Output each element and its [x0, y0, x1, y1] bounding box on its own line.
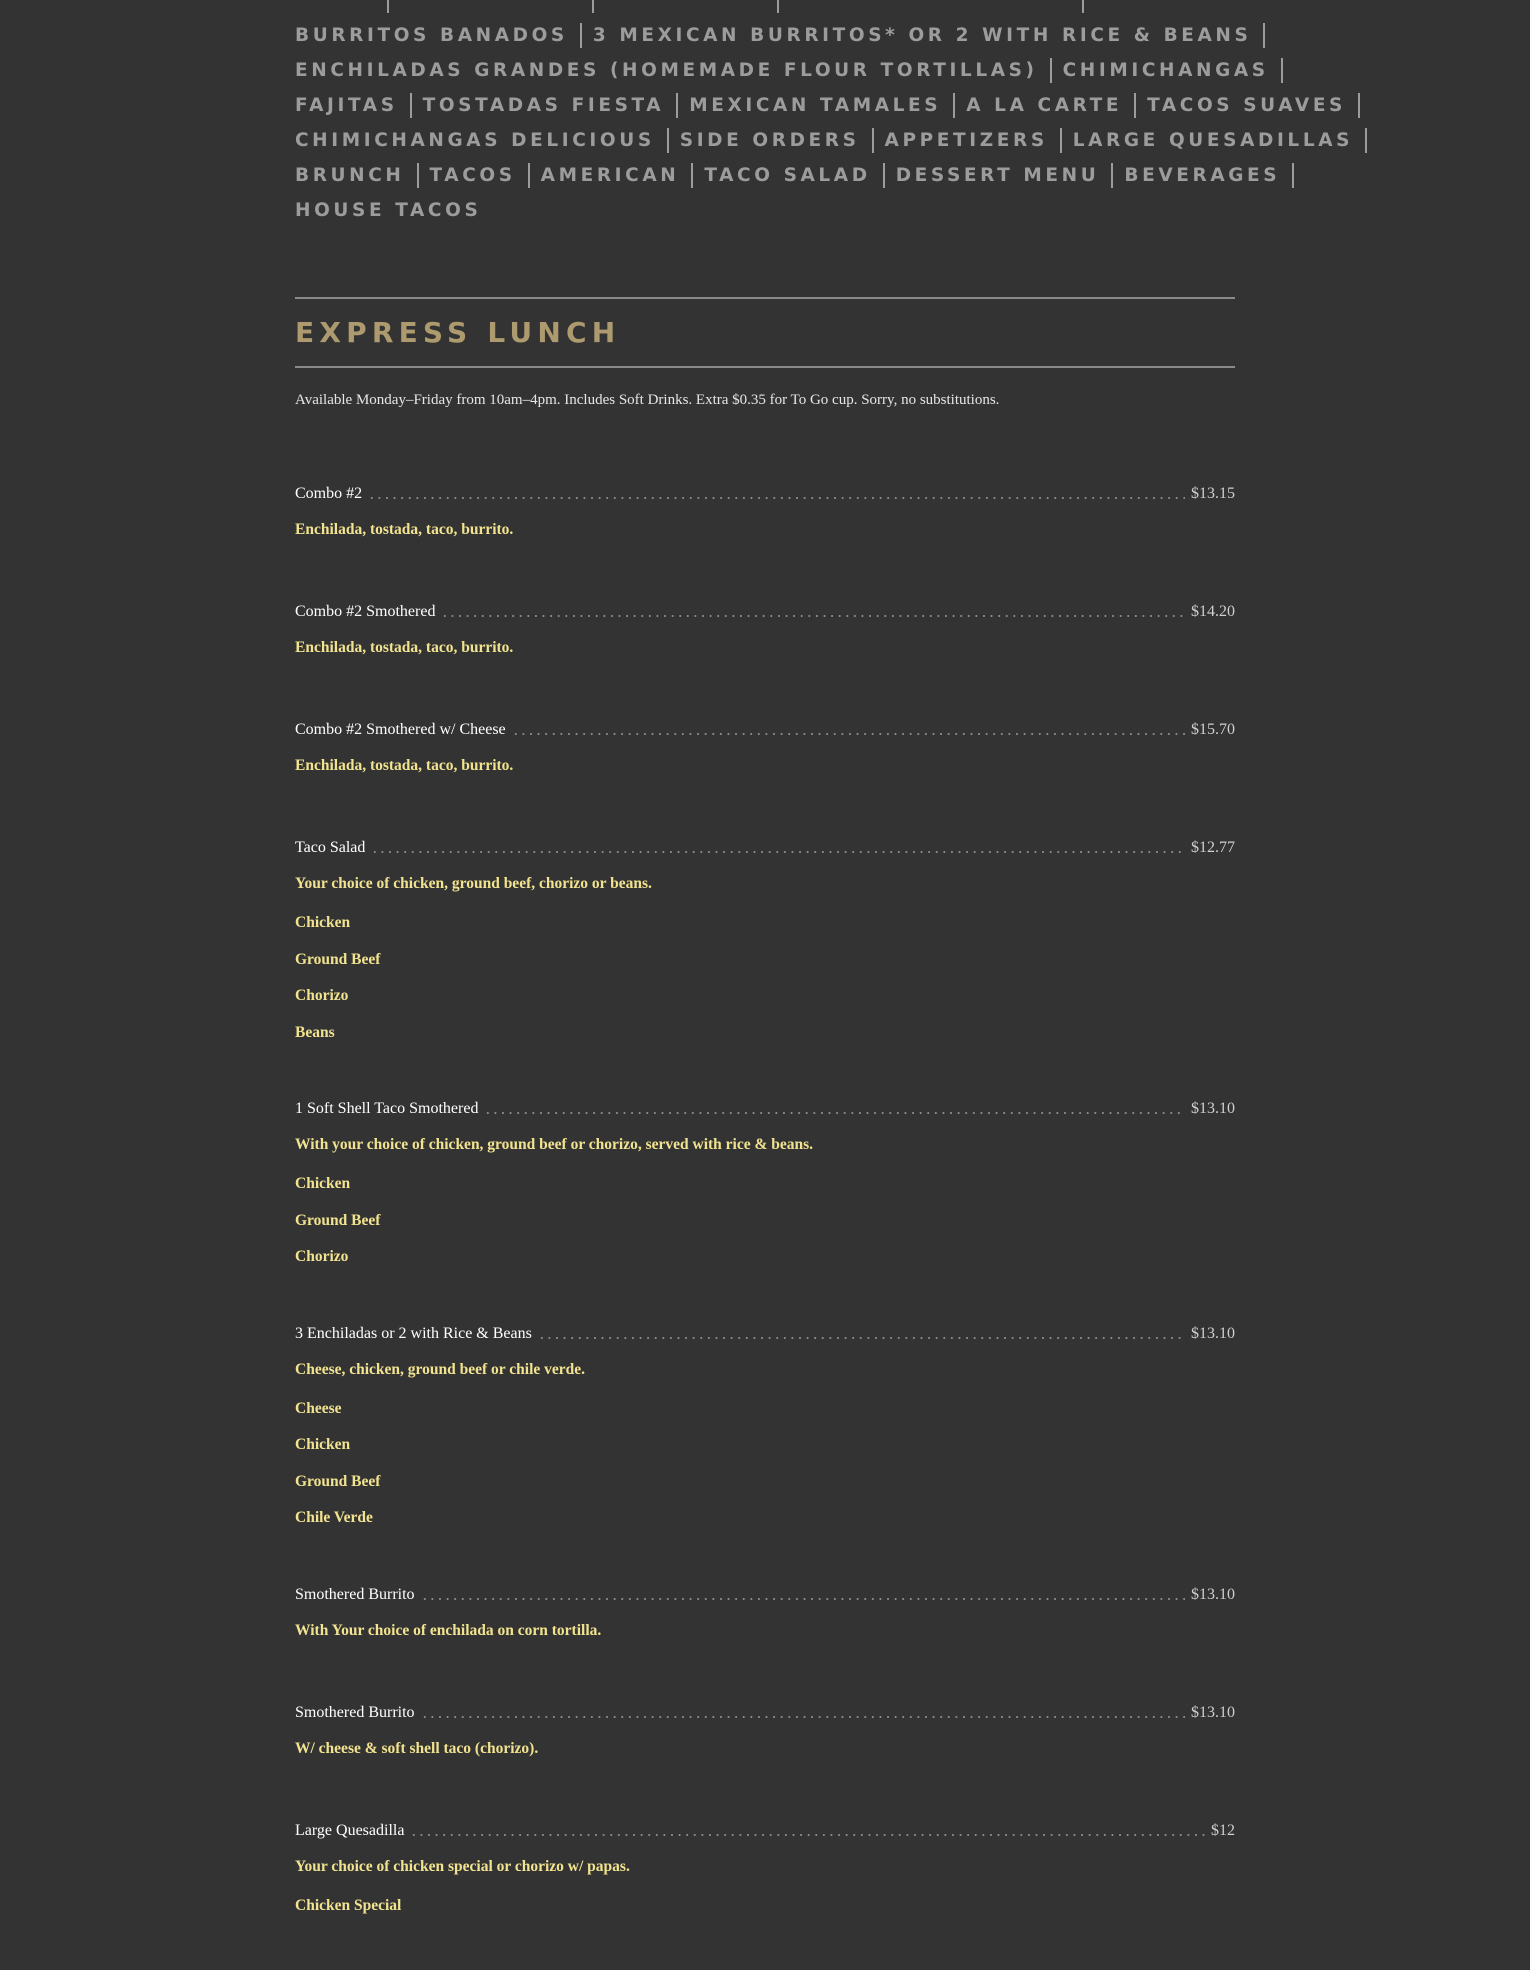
menu-item-header — [295, 1819, 1235, 1843]
section-intro: Available Monday–Friday from 10am–4pm. Includes Soft Drinks. Extra $0.35 for To Go cup. Sorry, no substitutions. — [295, 392, 1000, 408]
category-link[interactable]: CHIMICHANGAS DELICIOUS — [295, 130, 655, 151]
menu-item-option[interactable]: Ground Beef — [295, 1211, 381, 1229]
menu-item-header — [295, 836, 1235, 860]
menu-items-list — [295, 482, 1235, 1970]
menu-item-price: $13.10 — [1191, 1100, 1235, 1117]
category-separator — [1050, 58, 1052, 83]
menu-item-option[interactable]: Chile Verde — [295, 1509, 373, 1526]
menu-item-description: Cheese, chicken, ground beef or chile verde. — [295, 1360, 586, 1378]
category-separator — [691, 163, 693, 188]
menu-item-option[interactable]: Cheese — [295, 1399, 342, 1417]
category-separator — [667, 128, 669, 153]
menu-item — [295, 600, 1235, 660]
category-separator — [1134, 93, 1136, 118]
menu-item-name: 1 Soft Shell Taco Smothered — [295, 1100, 479, 1117]
menu-item-price: $13.10 — [1191, 1585, 1235, 1603]
menu-item-description: With Your choice of enchilada on corn tortilla. — [295, 1621, 602, 1639]
category-link[interactable]: ENCHILADAS GRANDES (HOMEMADE FLOUR TORTILLAS) — [295, 60, 1038, 81]
section-top-divider — [295, 297, 1235, 299]
menu-item-header — [295, 1583, 1235, 1607]
category-separator — [592, 0, 594, 13]
menu-item-name: Smothered Burrito — [295, 1703, 415, 1721]
category-separator — [872, 128, 874, 153]
category-separator — [883, 163, 885, 188]
category-separator — [1365, 128, 1367, 153]
menu-item-name: Large Quesadilla — [295, 1821, 405, 1839]
menu-item-option[interactable]: Ground Beef — [295, 950, 381, 968]
dotted-leader — [441, 604, 1185, 620]
section-title: EXPRESS LUNCH — [295, 316, 621, 349]
menu-item — [295, 1583, 1235, 1643]
category-separator — [1060, 128, 1062, 153]
category-nav-row — [295, 53, 1269, 88]
category-separator — [410, 93, 412, 118]
menu-item — [295, 482, 1235, 542]
menu-item-options — [295, 1894, 1235, 1931]
menu-item-option[interactable]: Ground Beef — [295, 1472, 381, 1490]
category-link[interactable]: 3 MEXICAN BURRITOS* OR 2 WITH RICE & BEANS — [592, 25, 1252, 46]
category-separator — [528, 163, 530, 188]
category-link[interactable]: TACO SALAD — [704, 165, 871, 186]
menu-item-option[interactable]: Chorizo — [295, 987, 349, 1004]
category-separator — [1281, 58, 1283, 83]
menu-item-price: $13.15 — [1191, 485, 1235, 502]
category-nav-row — [295, 158, 1281, 193]
dotted-leader — [484, 1101, 1185, 1117]
menu-item-description: Your choice of chicken special or chorizo w/ papas. — [295, 1857, 630, 1875]
category-link[interactable]: APPETIZERS — [884, 130, 1048, 151]
menu-item-description: With your choice of chicken, ground beef or chorizo, served with rice & beans. — [295, 1136, 814, 1153]
menu-item-header — [295, 1097, 1235, 1121]
menu-item-name: 3 Enchiladas or 2 with Rice & Beans — [295, 1324, 532, 1342]
category-nav-row — [295, 0, 1255, 18]
menu-item-option[interactable]: Chicken — [295, 1436, 351, 1453]
category-link[interactable]: LARGE QUESADILLAS — [1072, 130, 1354, 151]
category-separator — [387, 0, 389, 13]
category-link[interactable]: MEXICAN TAMALES — [689, 95, 942, 116]
menu-item-header — [295, 482, 1235, 506]
category-nav-row — [295, 193, 1255, 228]
section-bottom-divider — [295, 366, 1235, 368]
menu-item-price: $12 — [1211, 1821, 1235, 1839]
dotted-leader — [421, 1705, 1185, 1721]
menu-item-price: $15.70 — [1191, 721, 1235, 738]
menu-item-description: Enchilada, tostada, taco, burrito. — [295, 757, 514, 774]
category-separator — [953, 93, 955, 118]
category-separator — [1263, 23, 1265, 48]
menu-item — [295, 1097, 1235, 1282]
category-nav-row — [295, 123, 1354, 158]
category-link[interactable]: AMERICAN — [540, 165, 680, 186]
category-link[interactable]: DESSERT MENU — [895, 165, 1100, 186]
category-nav-row — [295, 18, 1255, 53]
menu-item-option[interactable]: Chorizo — [295, 1248, 349, 1265]
category-separator — [676, 93, 678, 118]
menu-item — [295, 718, 1235, 778]
menu-item — [295, 836, 1235, 1057]
menu-item-option[interactable]: Chicken Special — [295, 1896, 402, 1914]
category-link[interactable]: BEVERAGES — [1124, 165, 1281, 186]
menu-item-name: Smothered Burrito — [295, 1585, 415, 1603]
category-separator — [1358, 93, 1360, 118]
menu-item-header — [295, 600, 1235, 624]
menu-item-options — [295, 911, 1235, 1057]
menu-item-option[interactable]: Chicken — [295, 914, 351, 931]
menu-item-name: Taco Salad — [295, 839, 366, 856]
menu-item — [295, 1322, 1235, 1543]
menu-item-header — [295, 718, 1235, 742]
category-separator — [1111, 163, 1113, 188]
menu-item-name: Combo #2 Smothered w/ Cheese — [295, 721, 506, 738]
menu-item-price: $14.20 — [1191, 603, 1235, 620]
menu-item-description: Your choice of chicken, ground beef, chorizo or beans. — [295, 875, 652, 892]
menu-item-description: Enchilada, tostada, taco, burrito. — [295, 521, 514, 538]
menu-item-description: W/ cheese & soft shell taco (chorizo). — [295, 1739, 539, 1757]
menu-item-description: Enchilada, tostada, taco, burrito. — [295, 639, 514, 656]
category-link[interactable]: SIDE ORDERS — [679, 130, 860, 151]
dotted-leader — [371, 840, 1185, 856]
category-separator — [1082, 0, 1084, 13]
category-separator — [1292, 163, 1294, 188]
category-link[interactable]: TOSTADAS FIESTA — [422, 95, 665, 116]
menu-item-option[interactable]: Beans — [295, 1023, 335, 1041]
dotted-leader — [421, 1587, 1185, 1603]
dotted-leader — [538, 1326, 1185, 1342]
menu-item — [295, 1819, 1235, 1931]
menu-item-options — [295, 1397, 1235, 1543]
menu-item-options — [295, 1172, 1235, 1282]
category-link[interactable]: TACOS — [429, 165, 516, 186]
category-separator — [777, 0, 779, 13]
category-link[interactable]: A LA CARTE — [966, 95, 1123, 116]
category-separator — [580, 23, 582, 48]
menu-item-header — [295, 1701, 1235, 1725]
category-link[interactable]: FAJITAS — [295, 95, 398, 116]
category-link[interactable]: TACOS SUAVES — [1147, 95, 1346, 116]
menu-item-name: Combo #2 — [295, 485, 363, 502]
menu-item — [295, 1701, 1235, 1761]
category-link[interactable]: BRUNCH — [295, 165, 405, 186]
dotted-leader — [512, 722, 1185, 738]
menu-item-price: $13.10 — [1191, 1703, 1235, 1721]
dotted-leader — [368, 486, 1185, 502]
menu-item-name: Combo #2 Smothered — [295, 603, 436, 620]
menu-item-option[interactable]: Chicken — [295, 1175, 351, 1192]
category-nav — [295, 0, 1354, 228]
category-link[interactable]: HOUSE TACOS — [295, 200, 482, 221]
menu-item-price: $13.10 — [1191, 1324, 1235, 1342]
category-separator — [417, 163, 419, 188]
category-link[interactable]: CHIMICHANGAS — [1062, 60, 1269, 81]
menu-item-header — [295, 1322, 1235, 1346]
dotted-leader — [410, 1823, 1205, 1839]
menu-item-price: $12.77 — [1191, 839, 1235, 856]
category-nav-row — [295, 88, 1346, 123]
category-link[interactable]: BURRITOS BANADOS — [295, 25, 568, 46]
